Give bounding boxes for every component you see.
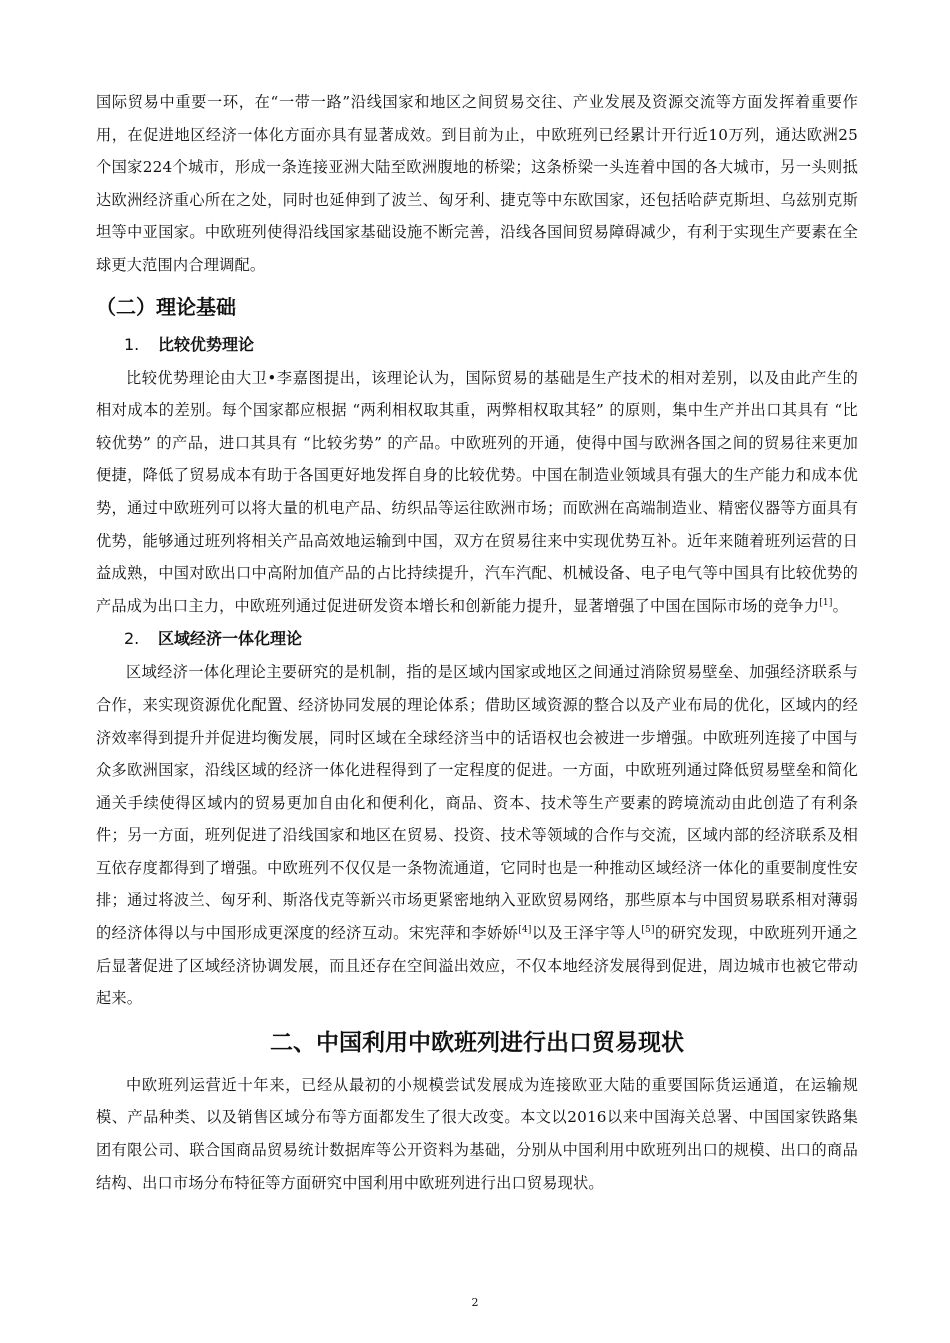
document-page [96, 86, 858, 1199]
paragraph-text: 区域经济一体化理论主要研究的是机制，指的是区域内国家或地区之间通过消除贸易壁垒、加强经济联系与合作，来实现资源优化配置、经济协同发展的理论体系；借助区域资源的整合以及产业布局的优化，区域内的经济效率得到提升并促进均衡发展，同时区域在全球经济当中的话语权也会被进一步增强。中欧班列连接了中国与众多欧洲国家，沿线区域的经济一体化进程得到了一定程度的促进。一方面，中欧班列通过降低贸易壁垒和简化通关手续使得区域内的贸易更加自由化和便利化，商品、资本、技术等生产要素的跨境流动由此创造了有利条件；另一方面，班列促进了沿线国家和地区在贸易、投资、技术等领域的合作与交流，区域内部的经济联系及相互依存度都得到了增强。中欧班列不仅仅是一条物流通道，它同时也是一种推动区域经济一体化的重要制度性安排；通过将波兰、匈牙利、斯洛伐克等新兴市场更紧密地纳入亚欧贸易网络，那些原本与中国贸易联系相对薄弱的经济体得以与中国形成更深度的经济互动。宋宪萍和李娇娇 [96, 663, 858, 943]
subsection-title: 比较优势理论 [158, 334, 255, 354]
paragraph-text: 的研究发现，中欧班列开通之后显著促进了区域经济协调发展，而且还存在空间溢出效应，不仅本地经济发展得到促进，周边城市也被它带动起来。 [96, 924, 859, 1008]
subsection-title: 区域经济一体化理论 [158, 629, 303, 649]
regional-integration-paragraph [96, 656, 858, 1015]
paragraph-end: 。 [832, 596, 848, 615]
paragraph-text: 比较优势理论由大卫•李嘉图提出，该理论认为，国际贸易的基础是生产技术的相对差别，以及由此产生的相对成本的差别。每个国家都应根据 “两利相权取其重，两弊相权取其轻” 的原则，集中生产并出口其具有 “比较优势” 的产品，进口其具有 “比较劣势” 的产品。中欧班列的开通，使得中国与欧洲各国之间的贸易往来更加便捷，降低了贸易成本有助于各国更好地发挥自身的比较优势。中国在制造业领域具有强大的生产能力和成本优势，通过中欧班列可以将大量的机电产品、纺织品等运往欧洲市场；而欧洲在高端制造业、精密仪器等方面具有优势，能够通过班列将相关产品高效地运输到中国，双方在贸易往来中实现优势互补。近年来随着班列运营的日益成熟，中国对欧出口中高附加值产品的占比持续提升，汽车汽配、机械设备、电子电气等中国具有比较优势的产品成为出口主力，中欧班列通过促进研发资本增长和创新能力提升，显著增强了中国在国际市场的竞争力 [96, 368, 858, 615]
section-heading-theory: （二）理论基础 [96, 294, 236, 319]
citation-ref: [5] [641, 925, 655, 935]
comparative-advantage-paragraph [96, 362, 858, 623]
export-status-paragraph: 中欧班列运营近十年来，已经从最初的小规模尝试发展成为连接欧亚大陆的重要国际货运通道，在运输规模、产品种类、以及销售区域分布等方面都发生了很大改变。本文以2016以来中国海关总署、中国国家铁路集团有限公司、联合国商品贸易统计数据库等公开资料为基础，分别从中国利用中欧班列出口的规模、出口的商品结构、出口市场分布特征等方面研究中国利用中欧班列进行出口贸易现状。 [96, 1075, 858, 1192]
subsection-heading-comparative-advantage [124, 330, 858, 360]
intro-paragraph: 国际贸易中重要一环，在“一带一路”沿线国家和地区之间贸易交往、产业发展及资源交流等方面发挥着重要作用，在促进地区经济一体化方面亦具有显著成效。到目前为止，中欧班列已经累计开行近10万列，通达欧洲25个国家224个城市，形成一条连接亚洲大陆至欧洲腹地的桥梁；这条桥梁一头连着中国的各大城市，另一头则抵达欧洲经济重心所在之处，同时也延伸到了波兰、匈牙利、捷克等中东欧国家，还包括哈萨克斯坦、乌兹别克斯坦等中亚国家。中欧班列使得沿线国家基础设施不断完善，沿线各国间贸易障碍减少，有利于实现生产要素在全球更大范围内合理调配。 [96, 93, 858, 274]
citation-ref: [4] [518, 925, 532, 935]
subsection-number: 1. [124, 334, 140, 354]
subsection-heading-regional-integration [124, 624, 858, 654]
paragraph-text: 以及王泽宇等人 [531, 924, 642, 943]
page-number: 2 [471, 1296, 479, 1309]
chapter-heading-export-status: 二、中国利用中欧班列进行出口贸易现状 [270, 1029, 684, 1056]
citation-ref: [1] [819, 597, 833, 608]
subsection-number: 2. [124, 629, 140, 649]
